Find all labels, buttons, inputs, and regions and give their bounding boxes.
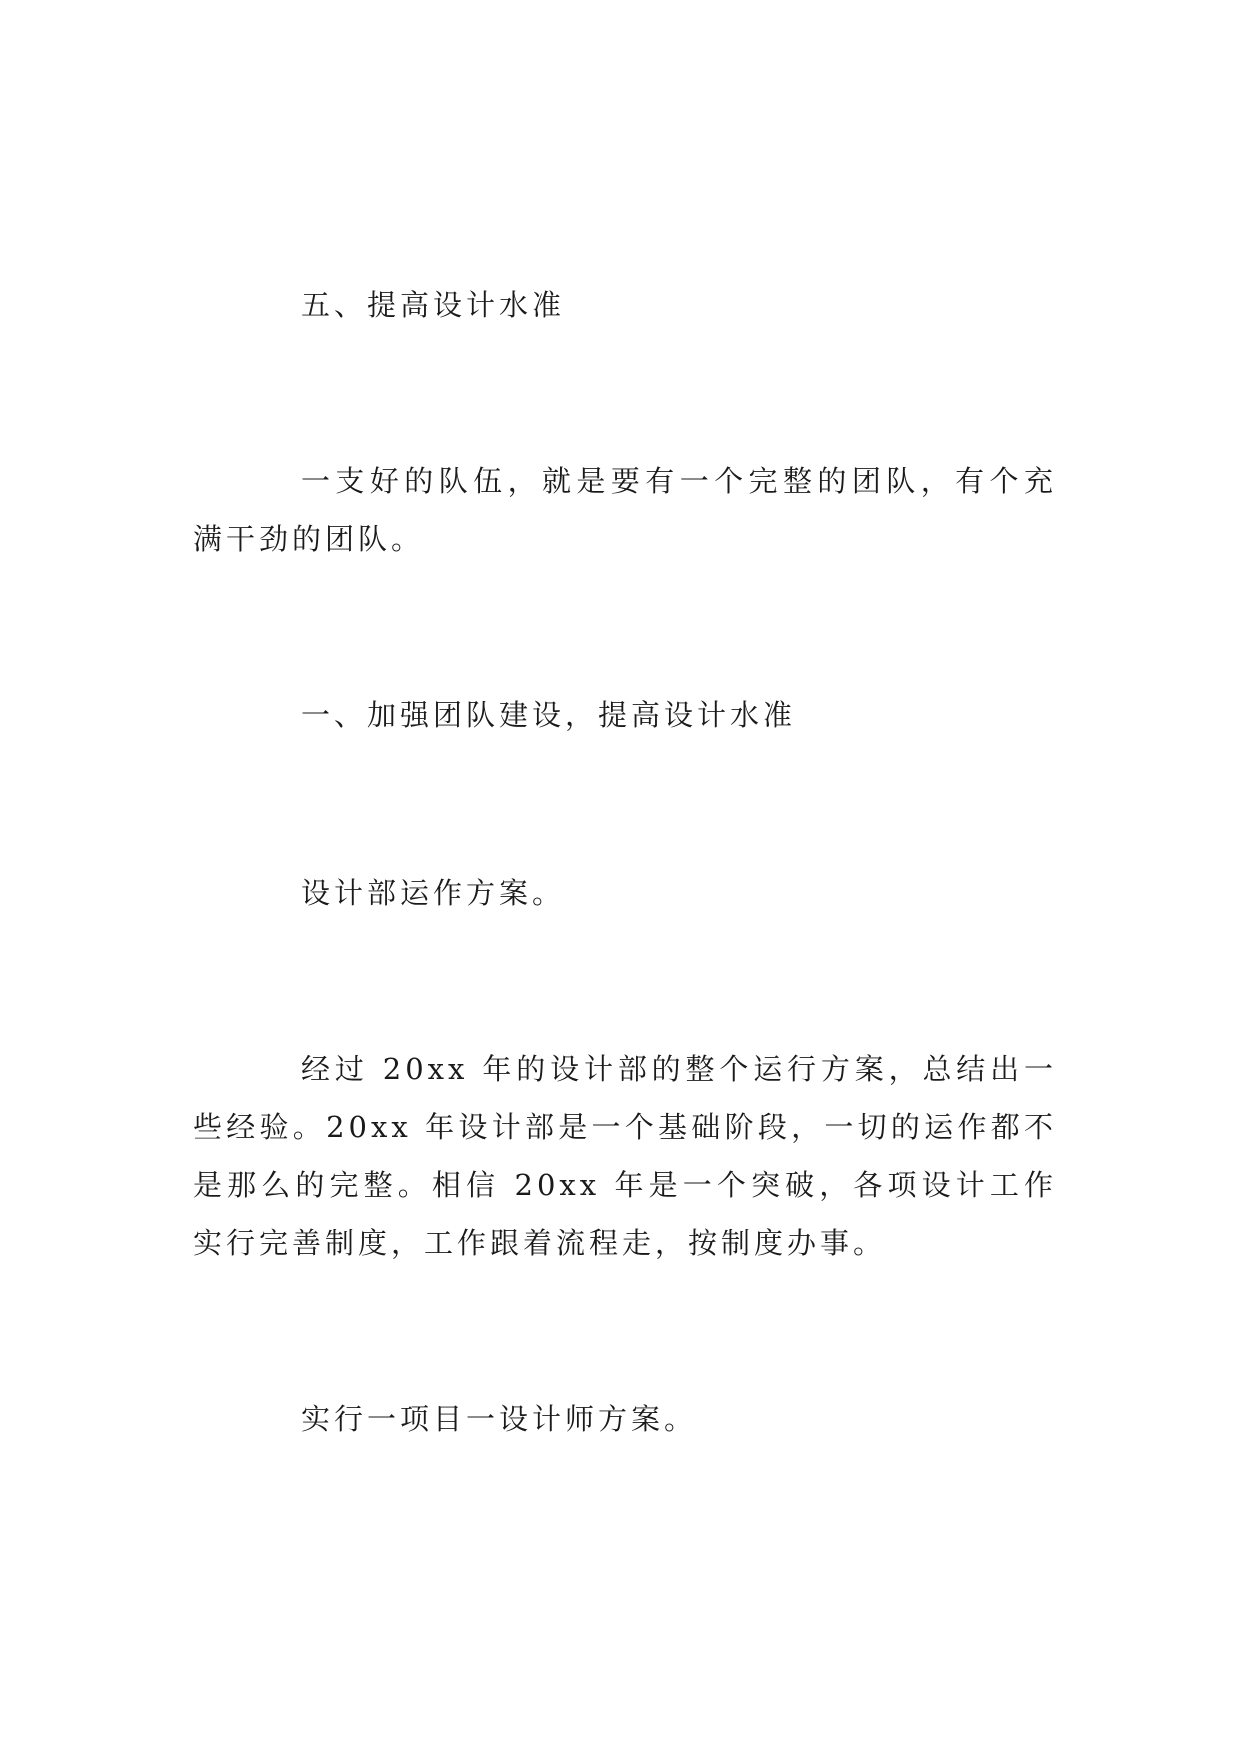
- section-heading-team-building: 一、加强团队建设，提高设计水准: [301, 698, 797, 732]
- paragraph-designer-plan: 实行一项目一设计师方案。: [301, 1402, 698, 1436]
- paragraph-team: 一支好的队伍，就是要有一个完整的团队，有个充满干劲的团队。: [193, 464, 1057, 556]
- paragraph-operation-plan: 设计部运作方案。: [301, 876, 566, 910]
- section-heading-improve-design: 五、提高设计水准: [301, 288, 566, 322]
- paragraph-experience-summary: 经过 20xx 年的设计部的整个运行方案，总结出一些经验。20xx 年设计部是一个基础阶段，一切的运作都不是那么的完整。相信 20xx 年是一个突破，各项设计工作实行完善制度，工作跟着流程走，按制度办事。: [193, 1052, 1057, 1260]
